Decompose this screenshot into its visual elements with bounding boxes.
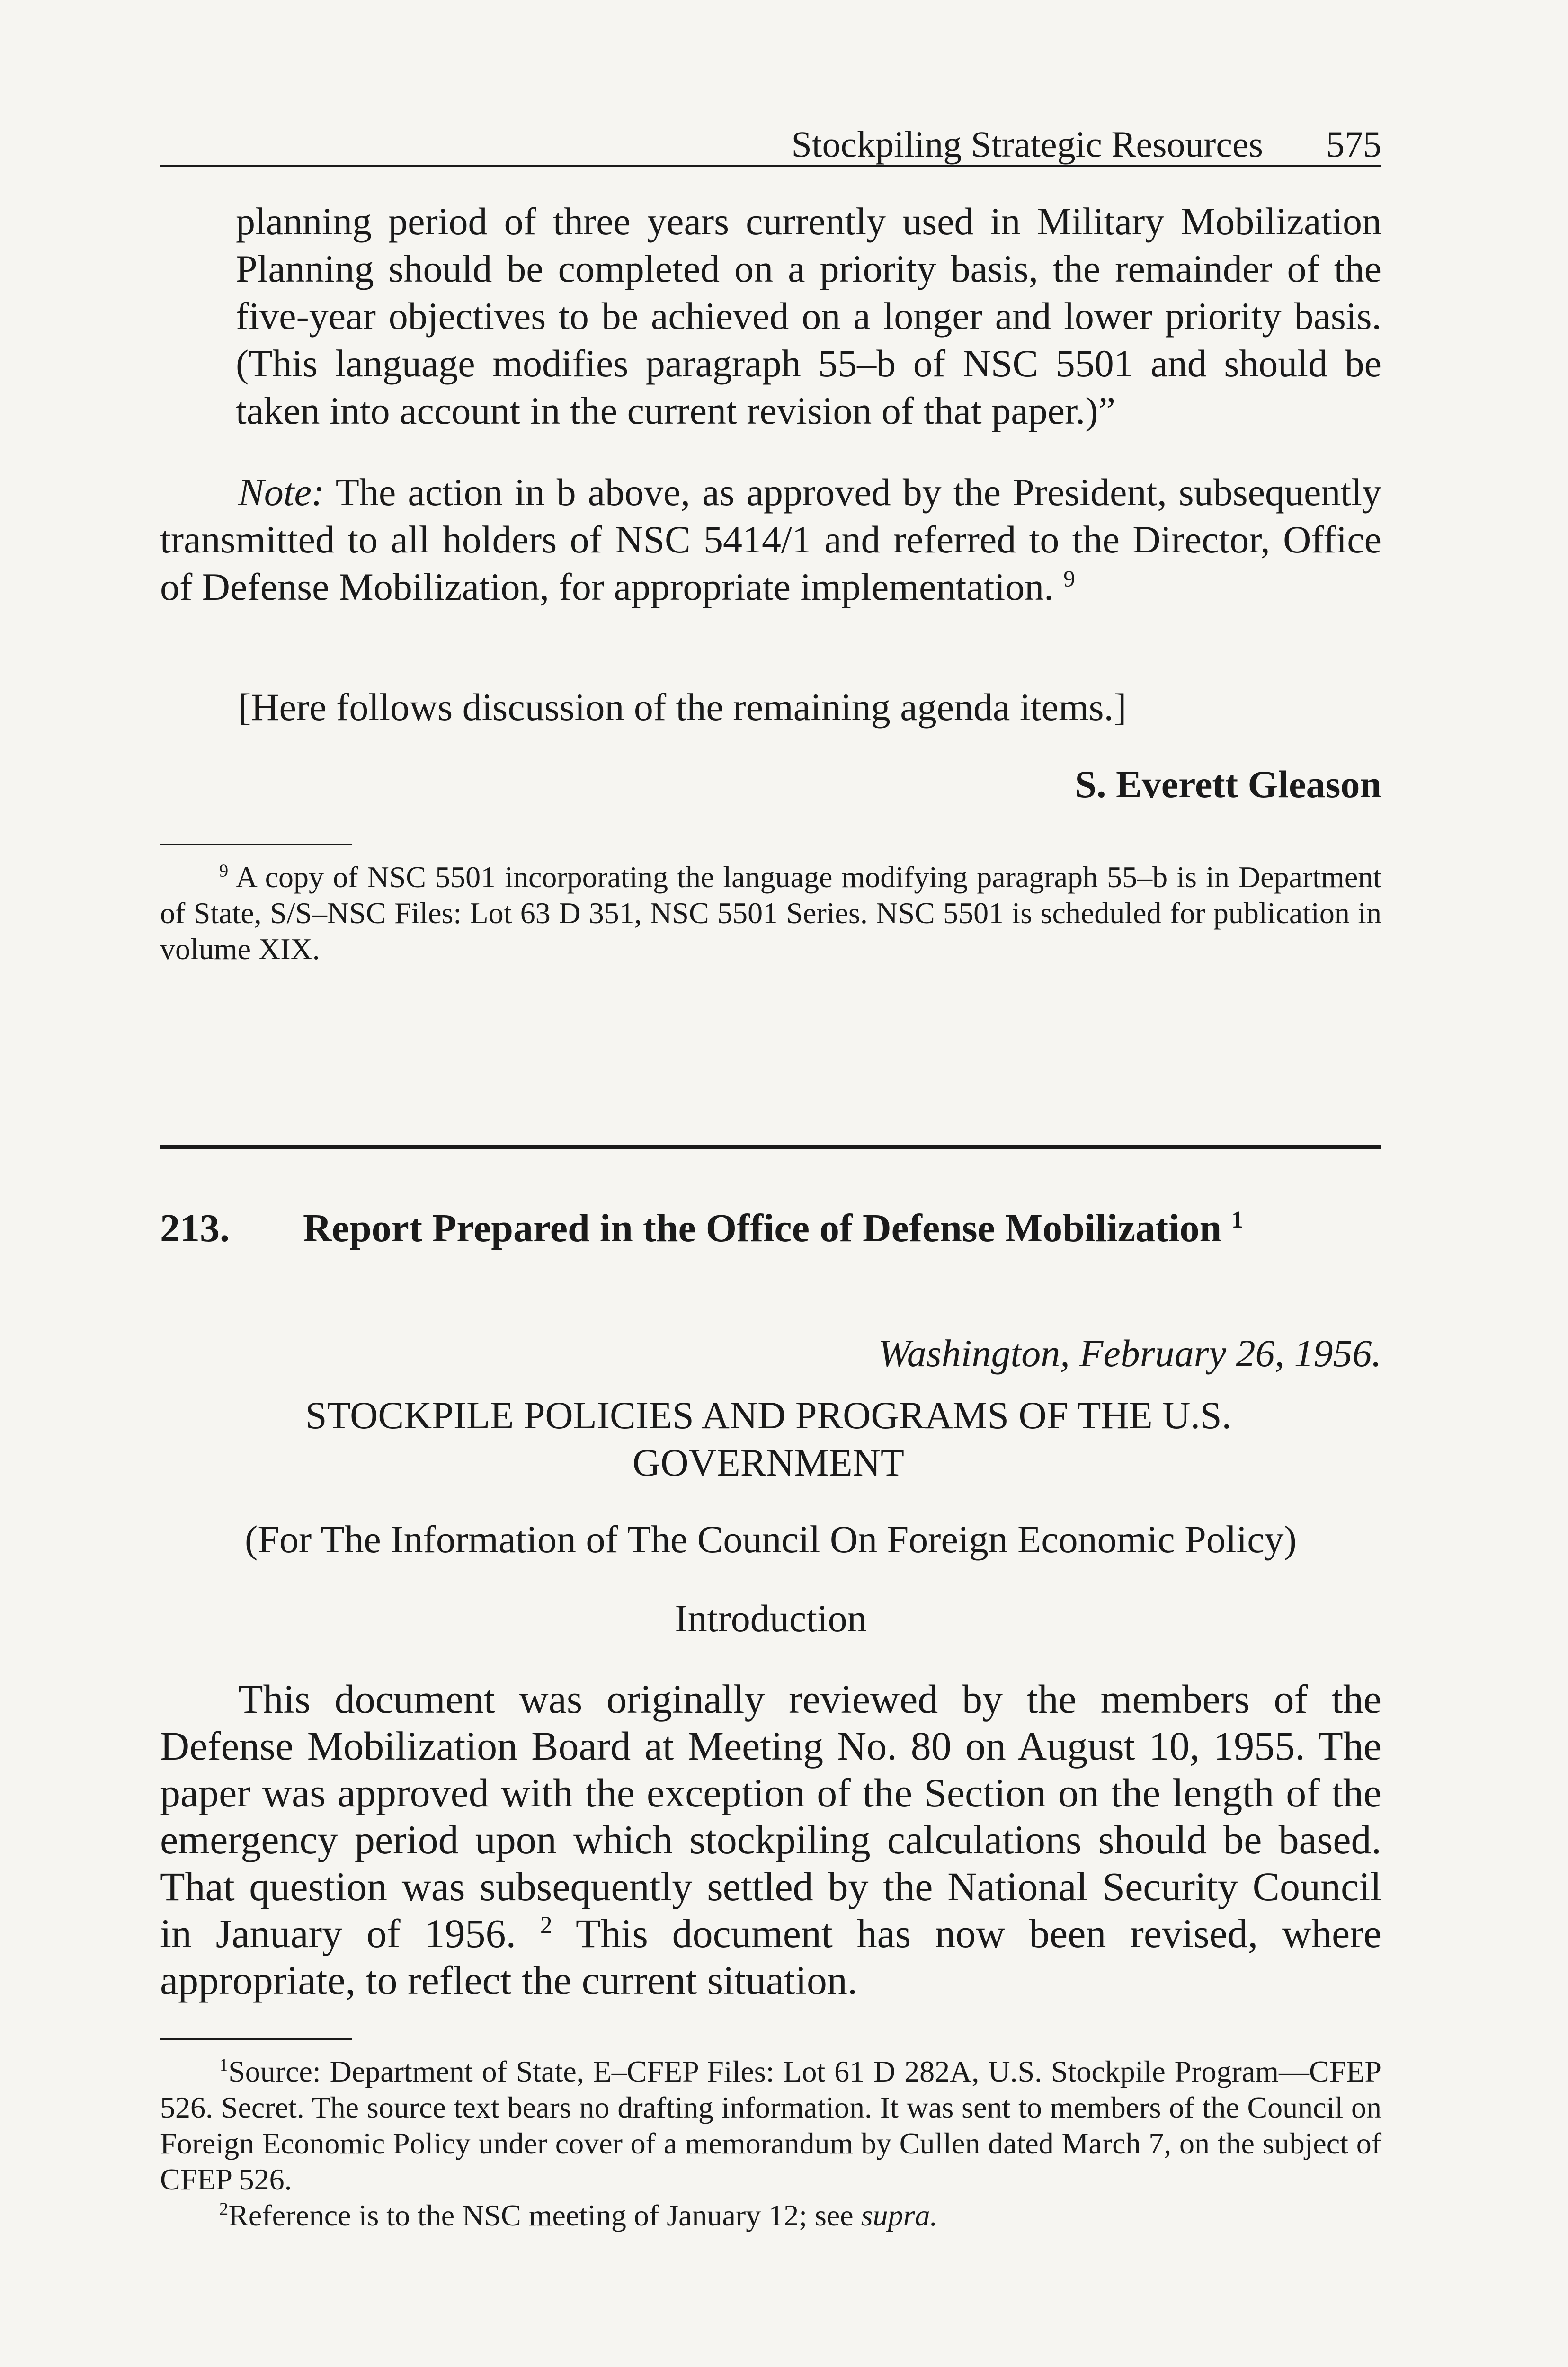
volume-number: XIX [258,932,312,966]
footnote-9-marker: 9 [219,861,229,881]
footnote-separator-2 [160,2038,352,2040]
footnote-ref-9: 9 [1063,565,1075,592]
document-heading [160,1202,1381,1255]
document-number: 213. [160,1206,230,1250]
footnote-1: $^1$Source: Department of State, E–CFEP Files: Lot 61 D 282A, U.S. Stockpile Program—CFEP 526. Secret. The source text bears no drafting information. It was sent to members of the Council on Foreign Economic Policy under cover of a memorandum by Cullen dated March 7, on the subject of CFEP 526. [160,2055,1381,2196]
supra-reference: supra. [861,2198,938,2232]
footnote-separator [160,844,352,845]
running-header-title: Stockpiling Strategic Resources [791,124,1263,165]
quoted-paragraph-continuation: planning period of three years currently used in Military Mobilization Planning should be completed on a priority basis, the remainder of the five-year objectives to be achieved on a longer and lower priority basis. (This language modifies paragraph 55–b of NSC 5501 and should be taken into account in the current revision of that paper.)” [236,200,1381,432]
note-text: The action in b above, as approved by the President, subsequently transmitted to all holders of NSC 5414/1 and referred to the Director, Office of Defense Mobilization, for appropriate implementation. [160,471,1381,608]
footnote-2: $^2$Reference is to the NSC meeting of January 12; see supra. [219,2198,938,2232]
footnote-1-marker: 1 [219,2055,229,2075]
editorial-note: [Here follows discussion of the remaining agenda items.] [238,685,1127,729]
document-title: Report Prepared in the Office of Defense Mobilization [303,1206,1222,1250]
section-title: Introduction [675,1597,867,1640]
footnote-ref-1: 1 [1231,1206,1244,1233]
footnote-9: $^9$ A copy of NSC 5501 incorporating the language modifying paragraph 55–b is in Department of State, S/S–NSC Files: Lot 63 D 351, NSC 5501 Series. NSC 5501 is scheduled for publication in volume XIX. [160,860,1382,966]
footnote-2-marker: 2 [219,2199,229,2219]
main-heading: STOCKPILE POLICIES AND PROGRAMS OF THE U.S. GOVERNMENT [305,1394,1232,1484]
page-number: 575 [1326,124,1381,165]
document-title-wrap [303,1202,1243,1255]
running-header [160,117,1381,167]
note-label: Note: [238,471,325,514]
subheading: (For The Information of The Council On Foreign Economic Policy) [245,1518,1297,1561]
section-divider [160,1145,1381,1149]
footnote-ref-2: 2 [540,1912,552,1939]
dateline: Washington, February 26, 1956. [878,1332,1381,1375]
note-paragraph [160,469,1381,611]
introduction-paragraph: This document was originally reviewed by the members of the Defense Mobilization Board at Meeting No. 80 on August 10, 1955. The paper was approved with the exception of the Section on the length of the emergency period upon which stockpiling calculations should be based. That question was subsequently settled by the National Security Council in January of 1956. $^2$ This document has now been revised, where appropriate, to reflect the current situation. [160,1676,1382,2003]
signature: S. Everett Gleason [1075,763,1381,806]
